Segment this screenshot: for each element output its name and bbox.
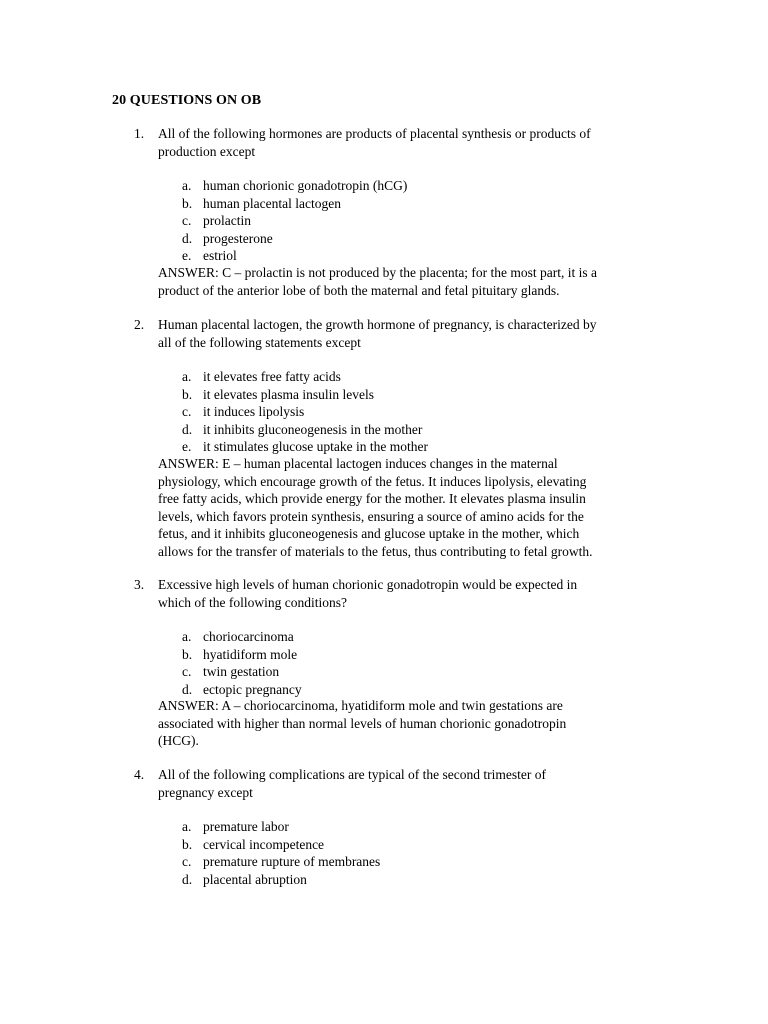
option-letter: d. bbox=[182, 871, 193, 887]
option-text: it stimulates glucose uptake in the mother bbox=[203, 439, 428, 454]
option-text: ectopic pregnancy bbox=[203, 681, 302, 697]
question-line: All of the following complications are typical of the second trimester of bbox=[158, 767, 547, 782]
question-line: All of the following hormones are products of placental synthesis or products of bbox=[158, 126, 591, 141]
option-letter: c. bbox=[182, 664, 192, 679]
option-letter: c. bbox=[182, 404, 192, 419]
answer-line: free fatty acids, which provide energy for the mother. It elevates plasma insulin bbox=[158, 491, 586, 506]
option-list bbox=[182, 177, 642, 265]
option-letter: d. bbox=[182, 230, 193, 246]
answer-line: ANSWER: A – choriocarcinoma, hyatidiform mole and twin gestations are bbox=[158, 698, 563, 713]
option-text: progesterone bbox=[203, 230, 273, 246]
answer-line: allows for the transfer of materials to the fetus, thus contributing to fetal growth. bbox=[158, 543, 593, 559]
option-item bbox=[182, 177, 642, 195]
answer-line: ANSWER: C – prolactin is not produced by the placenta; for the most part, it is a bbox=[158, 265, 598, 280]
option-letter: b. bbox=[182, 386, 193, 402]
option-text: it elevates plasma insulin levels bbox=[203, 386, 374, 402]
option-text: it induces lipolysis bbox=[203, 404, 305, 419]
option-text: prolactin bbox=[203, 213, 251, 228]
option-letter: d. bbox=[182, 681, 193, 697]
option-list bbox=[182, 818, 642, 888]
option-letter: c. bbox=[182, 854, 192, 869]
question-text bbox=[158, 576, 648, 611]
option-item bbox=[182, 853, 642, 871]
question-line: Human placental lactogen, the growth hormone of pregnancy, is characterized by bbox=[158, 317, 597, 332]
option-list bbox=[182, 628, 642, 698]
option-text: hyatidiform mole bbox=[203, 646, 298, 662]
question-text bbox=[158, 316, 648, 351]
option-item bbox=[182, 871, 642, 889]
option-item bbox=[182, 438, 642, 456]
page-title: 20 QUESTIONS ON OB bbox=[112, 93, 262, 108]
option-letter: a. bbox=[182, 629, 192, 644]
option-item bbox=[182, 818, 642, 836]
option-text: twin gestation bbox=[203, 664, 280, 679]
option-item bbox=[182, 386, 642, 404]
question-text bbox=[158, 766, 648, 801]
question-line: pregnancy except bbox=[158, 784, 253, 800]
option-text: choriocarcinoma bbox=[203, 629, 294, 644]
option-letter: c. bbox=[182, 213, 192, 228]
option-item bbox=[182, 195, 642, 213]
answer-text bbox=[158, 264, 648, 299]
question-line: all of the following statements except bbox=[158, 334, 361, 350]
option-letter: a. bbox=[182, 178, 192, 193]
option-text: placental abruption bbox=[203, 871, 307, 887]
answer-line: levels, which favors protein synthesis, ensuring a source of amino acids for the bbox=[158, 508, 584, 524]
option-item bbox=[182, 646, 642, 664]
answer-line: associated with higher than normal levels of human chorionic gonadotropin bbox=[158, 715, 567, 731]
option-text: it elevates free fatty acids bbox=[203, 369, 341, 384]
question-line: Excessive high levels of human chorionic gonadotropin would be expected in bbox=[158, 577, 578, 592]
option-item bbox=[182, 403, 642, 421]
answer-text bbox=[158, 455, 648, 560]
answer-text bbox=[158, 697, 648, 750]
question-number: 2. bbox=[134, 317, 145, 332]
question-line: production except bbox=[158, 143, 256, 159]
question-line: which of the following conditions? bbox=[158, 594, 347, 610]
option-letter: b. bbox=[182, 195, 193, 211]
option-text: human placental lactogen bbox=[203, 195, 341, 211]
option-item bbox=[182, 421, 642, 439]
option-text: premature rupture of membranes bbox=[203, 854, 381, 869]
option-item bbox=[182, 628, 642, 646]
option-item bbox=[182, 836, 642, 854]
answer-line: (HCG). bbox=[158, 733, 199, 748]
option-letter: a. bbox=[182, 819, 192, 834]
option-list bbox=[182, 368, 642, 456]
option-text: estriol bbox=[203, 248, 237, 263]
question-number: 1. bbox=[134, 126, 145, 141]
option-letter: b. bbox=[182, 646, 193, 662]
answer-line: physiology, which encourage growth of the fetus. It induces lipolysis, elevating bbox=[158, 473, 587, 489]
question-number: 4. bbox=[134, 767, 145, 782]
option-text: premature labor bbox=[203, 819, 289, 834]
option-text: human chorionic gonadotropin (hCG) bbox=[203, 178, 408, 193]
option-text: it inhibits gluconeogenesis in the mother bbox=[203, 421, 423, 437]
option-item bbox=[182, 247, 642, 265]
answer-line: product of the anterior lobe of both the maternal and fetal pituitary glands. bbox=[158, 282, 560, 298]
option-letter: e. bbox=[182, 248, 192, 263]
answer-line: ANSWER: E – human placental lactogen induces changes in the maternal bbox=[158, 456, 558, 471]
question-text bbox=[158, 125, 648, 160]
option-letter: a. bbox=[182, 369, 192, 384]
option-item bbox=[182, 663, 642, 681]
option-text: cervical incompetence bbox=[203, 836, 325, 852]
option-letter: d. bbox=[182, 421, 193, 437]
option-item bbox=[182, 230, 642, 248]
question-number: 3. bbox=[134, 577, 145, 592]
option-letter: e. bbox=[182, 439, 192, 454]
option-letter: b. bbox=[182, 836, 193, 852]
answer-line: fetus, and it inhibits gluconeogenesis and glucose uptake in the mother, which bbox=[158, 526, 580, 541]
option-item bbox=[182, 681, 642, 699]
option-item bbox=[182, 212, 642, 230]
option-item bbox=[182, 368, 642, 386]
